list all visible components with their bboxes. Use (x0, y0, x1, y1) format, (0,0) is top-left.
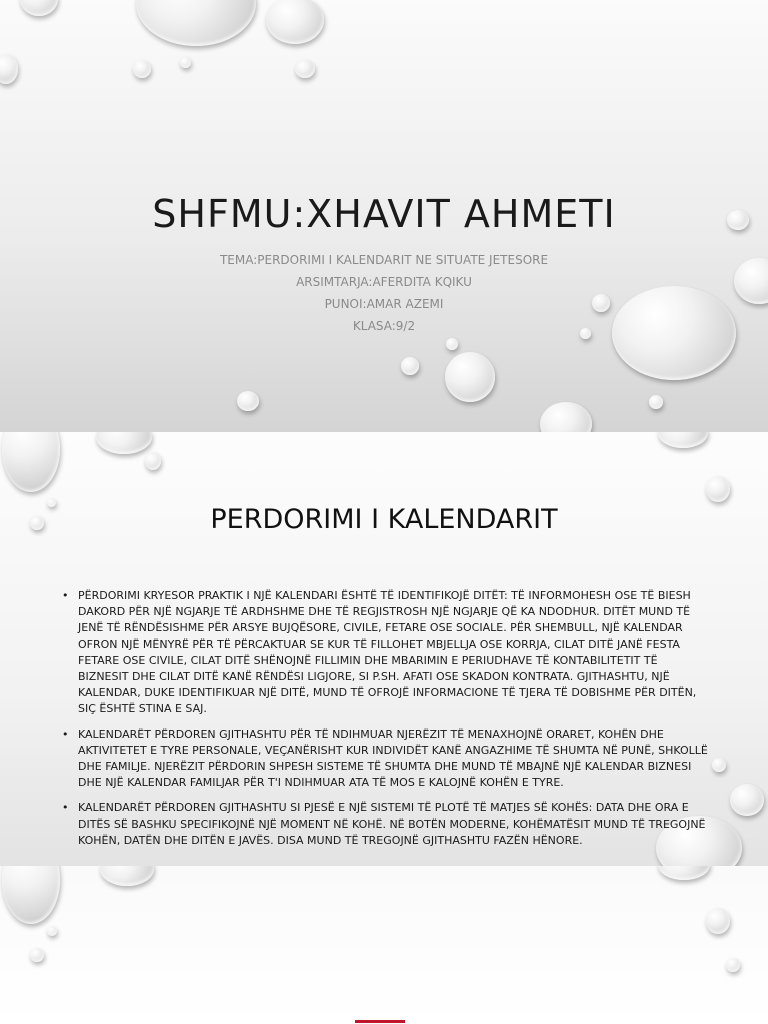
water-drop (649, 395, 663, 409)
water-drop (401, 357, 419, 375)
bullet-item (60, 588, 710, 718)
water-drop (2, 866, 60, 924)
water-drop (2, 432, 60, 492)
water-drop (726, 958, 740, 972)
bullet-list (60, 588, 710, 858)
water-drop (100, 866, 154, 886)
water-drop (295, 60, 315, 78)
topic-line: TEMA:PERDORIMI I KALENDARIT NE SITUATE JETESORE (219, 253, 549, 267)
water-drop (540, 402, 592, 432)
water-drop (180, 57, 191, 68)
bullet-icon: • (62, 589, 69, 602)
water-drop (730, 784, 764, 816)
water-drop (0, 54, 18, 84)
bullet-text: PËRDORIMI KRYESOR PRAKTIK I NJË KALENDARI ËSHTË TË IDENTIFIKOJË DITËT: TË INFORMOHESH OSE TË BIESH DAKORD PËR NJË NGJARJE TË ARDHSHME DHE TË REGJISTROSH NJË NGJARJE QË KA NDODHUR. DITËT MUND TË JENË TË RËNDËSISHME PËR ARSYE BUJQËSORE, CIVILE, FETARE OSE SOCIALE. PËR SHEMBULL, NJË KALENDAR OFRON NJË MËNYRË PËR TË PËRCAKTUAR SE KUR TË FILLOHET MBJELLJA OSE KORRJA, CILAT DITË JANË FESTA FETARE OSE CIVILE, CILAT DITË SHËNOJNË FILLIMIN DHE MBARIMIN E PERIUDHAVE TË KONTABILITETIT TË BIZNESIT DHE CILAT DITË KANË RËNDËSI LIGJORE, SI P.SH. AFATI OSE SKADON KONTRATA. GJITHASHTU, NJË KALENDAR, DUKE IDENTIFIKUAR NJË DITË, MUND TË OFROJË INFORMACIONE TË TJERA TË DOBISHME PËR DITËN, SIÇ ËSHTË STINA E SAJ. (78, 589, 697, 716)
slide-next (0, 866, 768, 1024)
author-line: PUNOI:AMAR AZEMI (324, 297, 444, 311)
water-drop (30, 948, 44, 962)
bullet-item (60, 800, 710, 849)
slide-title (0, 0, 768, 432)
water-drop (706, 476, 730, 502)
class-line: KLASA:9/2 (352, 319, 416, 333)
water-drop (712, 758, 726, 772)
water-drop (145, 452, 161, 470)
water-drop (658, 866, 710, 880)
water-drop (20, 0, 58, 16)
bullet-icon: • (62, 801, 69, 815)
water-drop (237, 391, 259, 411)
bullet-text: KALENDARËT PËRDOREN GJITHASHTU PËR TË NDIHMUAR NJERËZIT TË MENAXHOJNË ORARET, KOHËN DHE AKTIVITETET E TYRE PERSONALE, VEÇANËRISHT KUR INDIVIDËT KANË ANGAZHIME TË SHUMTA NË PUNË, SHKOLLË DHE FAMILJE. NJERËZIT PËRDORIN SHPESH SISTEME TË SHUMTA DHE MUND TË MBAJNË NJË KALENDAR BIZNESI DHE NJË KALENDAR FAMILJAR PËR T'I NDIHMUAR ATA TË MOS E KALOJNË KOHËN E TYRE. (78, 727, 708, 790)
water-drop (47, 926, 57, 936)
water-drop (446, 338, 458, 350)
bullet-item (60, 727, 710, 792)
slide-content (0, 432, 768, 866)
slide-heading: PERDORIMI I KALENDARIT (210, 504, 558, 535)
school-title: SHFMU:XHAVIT AHMETI (152, 192, 616, 236)
water-drop (266, 0, 324, 44)
bullet-text: KALENDARËT PËRDOREN GJITHASHTU SI PJESË E NJË SISTEMI TË PLOTË TË MATJES SË KOHËS: DATA DHE ORA E DITËS SË BASHKU SPECIFIKOJNË NJË MOMENT NË KOHË. NË BOTËN MODERNE, KOHËMATËSIT MUND TË TREGOJNË KOHËN, DATËN DHE DITËN E JAVËS. DISA MUND TË TREGOJNË GJITHASHTU FAZËN HËNORE. (78, 801, 706, 847)
bullet-icon: • (62, 727, 69, 741)
water-drop (658, 432, 708, 448)
teacher-line: ARSIMTARJA:AFERDITA KQIKU (296, 275, 472, 289)
water-drop (96, 432, 152, 454)
water-drop (133, 60, 151, 78)
title-accent-mark (355, 1020, 405, 1024)
water-drop (136, 0, 256, 46)
water-drop (445, 352, 495, 402)
subtitle-block (0, 249, 768, 337)
water-drop (706, 908, 730, 934)
